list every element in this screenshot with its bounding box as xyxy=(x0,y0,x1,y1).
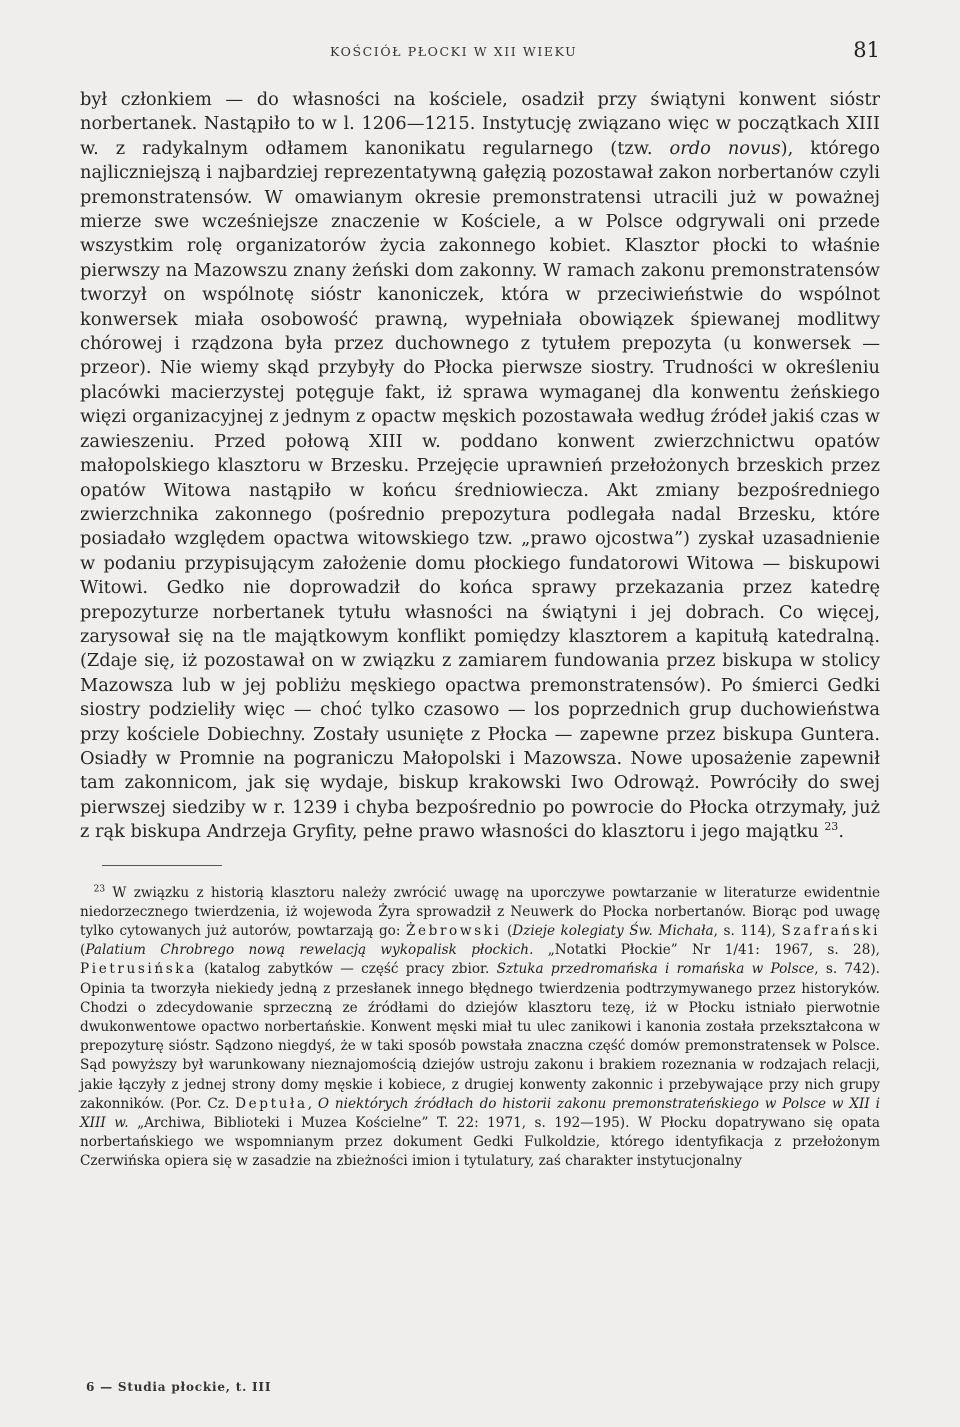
text-run: , s. 114), xyxy=(713,923,782,939)
running-head xyxy=(80,38,880,72)
text-run: ( xyxy=(80,942,86,959)
text-run: ( xyxy=(501,923,513,939)
text-run: ), którego najliczniejszą i najbardziej reprezentatywną gałęzią pozostawał zakon norbertanów czyli premonstratensów. W omawianym okresie premonstratensi utracili już w poważnej mierze swe wcześniejsze znaczenie w Kościele, a w Polsce odgrywali oni przede wszystkim rolę organizatorów życia zakonnego kobiet. Klasztor płocki to właśnie pierwszy na Mazowszu znany żeński dom zakonny. W ramach zakonu premonstratensów tworzył on wspólnotę sióstr kanoniczek, która w przeciwieństwie do wspólnot konwersek miała osobowość prawną, wypełniała obowiązek śpiewanej modlitwy chórowej i rządzona była przez duchownego z tytułem prepozyta (u konwersek — przeor). Nie wiemy skąd przybyły do Płocka pierwsze siostry. Trudności w określeniu placówki macierzystej potęguje fakt, iż sprawa wymaganej dla konwentu żeńskiego więzi organizacyjnej z jednym z opactw męskich pozostawała według źródeł jakiś czas w zawieszeniu. Przed połową XIII w. poddano konwent zwierzchnictwu opatów małopolskiego klasztoru w Brzesku. Przejęcie uprawnień przełożonych brzeskich przez opatów Witowa nastąpiło w końcu średniowiecza. Akt zmiany bezpośredniego zwierzchnika zakonnego (pośrednio prepozytura podlegała nadal Brzesku, które posiadało względem opactwa witowskiego tzw. „prawo ojcostwa”) zyskał uzasadnienie w podaniu przypisującym założenie domu płockiego fundatorowi Witowa — biskupowi Witowi. Gedko nie doprowadził do końca sprawy przekazania przez katedrę prepozyturze norbertanek tytułu własności na świątyni i jej dobrach. Co więcej, zarysował się na tle majątkowym konflikt pomiędzy klasztorem a kapitułą katedralną. (Zdaje się, iż pozostawał on w związku z zamiarem fundowania przez biskupa w stolicy Mazowsza lub w jej pobliżu męskiego opactwa premonstratensów). Po śmierci Gedki siostry podzieliły więc — choć tylko czasowo — los poprzednich grup duchowieństwa przy kościele Dobiechny. Zostały usunięte z Płocka — zapewne przez biskupa Guntera. Osiadły w Promnie na pograniczu Małopolski i Mazowsza. Nowe uposażenie zapewnił tam zakonnicom, jak się wydaje, biskup krakowski Iwo Odrowąż. Powróciły do swej pierwszej siedziby w r. 1239 i chyba bezpośrednio po powrocie do Płocka otrzymały, już z rąk biskupa Andrzeja Gryfity, pełne prawo własności do klasztoru i jego majątku xyxy=(80,137,880,843)
author-name: Pietrusińska xyxy=(80,961,197,978)
work-title: O niektórych źródłach do historii zakonu premonstrateńskiego w Polsce w XII i XIII w. xyxy=(80,1095,880,1132)
footnote-separator xyxy=(102,865,222,866)
author-name: Deptuła xyxy=(235,1095,308,1112)
text-run: „Archiwa, Biblioteki i Muzea Kościelne” T. 22: 1971, s. 192—195). W Płocku dopatrywano się opata norbertańskiego we wspomnianym przez dokument Gedki Fulkoldzie, którego identyfikacja z przełożonym Czerwińska opiera się w zasadzie na zbieżności imion i tytulatury, zaś charakter instytucjonalny xyxy=(80,1115,880,1170)
footnote-reference: 23 xyxy=(824,820,839,834)
text-run: W związku z historią klasztoru należy zwrócić uwagę na uporczywe powtarzanie w literaturze ewidentnie niedorzecznego twierdzenia, iż wojewoda Żyra sprowadził z Neuwerk do Płocka norbertanów. Biorąc pod uwagę tylko cytowanych już autorów, powtarzają go: xyxy=(80,884,880,939)
page-number: 81 xyxy=(853,38,880,62)
author-name: Szafrański xyxy=(781,923,881,939)
main-text xyxy=(80,88,880,845)
running-title: KOŚCIÓŁ PŁOCKI W XII WIEKU xyxy=(330,44,578,59)
author-name: Żebrowski xyxy=(405,923,502,939)
work-title: Sztuka przedromańska i romańska w Polsce xyxy=(496,961,815,978)
work-title: Dzieje kolegiaty Św. Michała xyxy=(512,923,714,939)
footnote xyxy=(80,884,880,1172)
italic-term: ordo novus xyxy=(669,137,781,159)
main-paragraph xyxy=(80,88,880,845)
text-run: „Notatki Płockie” Nr 1/41: 1967, s. 28), xyxy=(533,942,880,959)
text-run: (katalog zabytków — część pracy zbior. xyxy=(196,961,497,978)
page xyxy=(80,38,880,1408)
footnote-number: 23 xyxy=(93,884,106,895)
text-run: , s. 742). Opinia ta tworzyła niekiedy jedną z przesłanek innego błędnego twierdzenia podtrzymywanego przez historyków. Chodzi o zdecydowanie sprzeczną ze źródłami do dziejów klasztoru tezę, iż w Płocku istniało pierwotnie dwukonwentowe opactwo norbertańskie. Konwent męski miał tu ulec zanikowi i kanonia została przekształcona w prepozyturę sióstr. Sądzono niegdyś, że w taki sposób powstała znaczna część domów premonstratensek w Polsce. Sąd powyższy był warunkowany nieznajomością dziejów ustroju zakonu i brakiem rozeznania w rodzajach relacji, jakie łączyły z jednej strony domy męskie i kobiece, z drugiej konwenty zakonnic i przebywające przy nich grupy zakonników. (Por. Cz. xyxy=(80,961,881,1112)
text-run: , xyxy=(307,1095,318,1112)
work-title: Palatium Chrobrego nową rewelacją wykopalisk płockich. xyxy=(85,942,534,959)
text-run: był członkiem — do własności na kościele, osadził przy świątyni konwent sióstr norbertanek. Nastąpiło to w l. 1206—1215. Instytucję związano więc w początkach XIII w. z radykalnym odłamem kanonikatu regularnego (tzw. xyxy=(80,89,880,159)
printer-signature: 6 — Studia płockie, t. III xyxy=(86,1380,272,1394)
text-run: . xyxy=(838,821,844,843)
footnote-paragraph xyxy=(80,884,880,1172)
